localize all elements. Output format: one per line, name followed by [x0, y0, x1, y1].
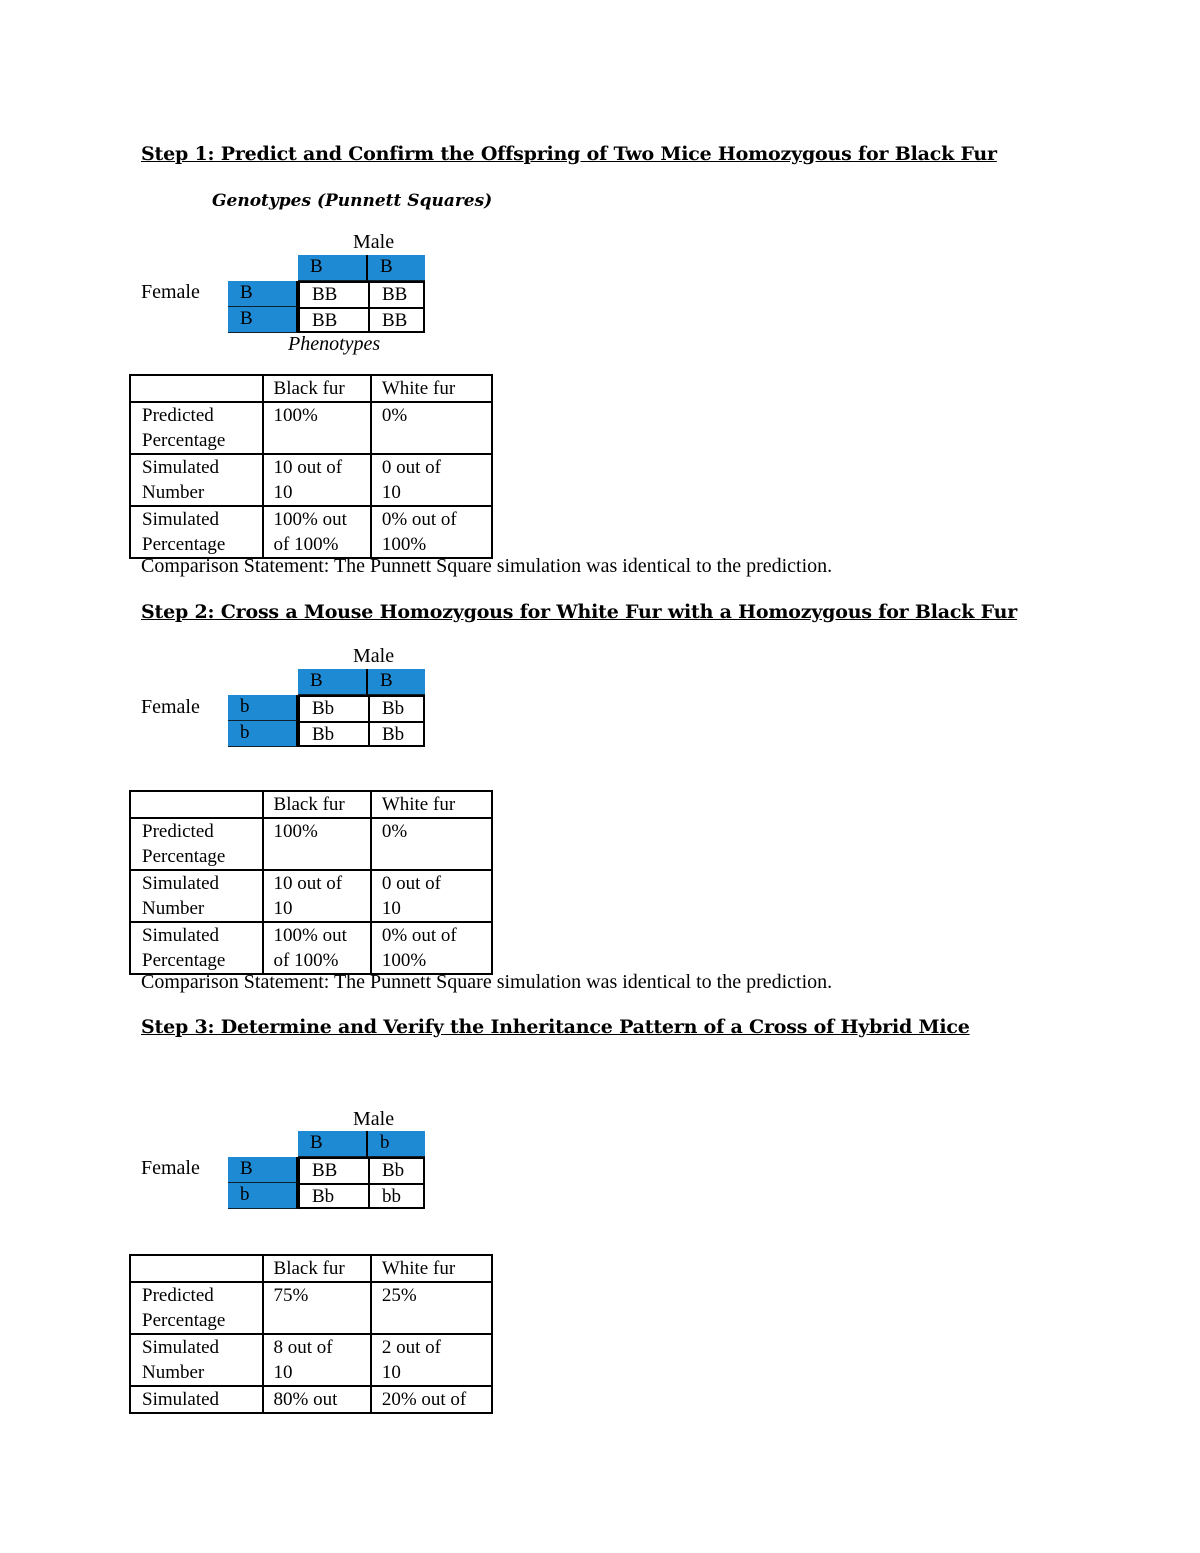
phenotype-table	[129, 374, 493, 559]
table-header-cell: White fur	[371, 1255, 492, 1282]
table-header-cell	[130, 375, 263, 402]
genotype-cell: BB	[368, 281, 425, 309]
genotype-cell: Bb	[298, 695, 370, 723]
table-header-cell: Black fur	[263, 375, 371, 402]
genotype-cell: Bb	[298, 721, 370, 747]
table-row	[130, 1386, 492, 1413]
step3-heading: Step 3: Determine and Verify the Inheritance Pattern of a Cross of Hybrid Mice	[141, 1016, 970, 1038]
table-cell: 100% out of 100%	[263, 922, 371, 974]
genotypes-heading: Genotypes (Punnett Squares)	[212, 191, 493, 211]
female-allele: b	[228, 695, 298, 721]
table-row	[130, 818, 492, 870]
male-label: Male	[353, 1108, 395, 1130]
comparison-statement: Comparison Statement: The Punnett Square simulation was identical to the prediction.	[141, 971, 833, 993]
table-cell: Predicted Percentage	[130, 1282, 263, 1334]
female-allele: B	[228, 281, 298, 307]
table-header-row	[130, 791, 492, 818]
step1-heading: Step 1: Predict and Confirm the Offspring of Two Mice Homozygous for Black Fur	[141, 143, 997, 165]
comparison-statement: Comparison Statement: The Punnett Square simulation was identical to the prediction.	[141, 555, 833, 577]
female-allele: b	[228, 721, 298, 747]
table-cell: 10 out of 10	[263, 870, 371, 922]
table-cell: 75%	[263, 1282, 371, 1334]
genotype-cell: BB	[298, 307, 370, 333]
table-cell: 2 out of 10	[371, 1334, 492, 1386]
step2-heading: Step 2: Cross a Mouse Homozygous for White Fur with a Homozygous for Black Fur	[141, 601, 1018, 623]
table-cell: Simulated Percentage	[130, 506, 263, 558]
table-cell: Predicted Percentage	[130, 818, 263, 870]
female-label: Female	[141, 281, 200, 303]
table-row	[130, 870, 492, 922]
genotype-cell: Bb	[368, 1157, 425, 1185]
genotype-cell: BB	[298, 281, 370, 309]
female-label: Female	[141, 1157, 200, 1179]
table-cell: Simulated Percentage	[130, 922, 263, 974]
table-cell: 0 out of 10	[371, 870, 492, 922]
table-cell: 80% out	[263, 1386, 371, 1413]
table-cell: 100%	[263, 818, 371, 870]
genotype-cell: BB	[298, 1157, 370, 1185]
table-row	[130, 454, 492, 506]
punnett-square	[228, 1131, 425, 1209]
table-header-row	[130, 375, 492, 402]
male-allele: B	[368, 669, 425, 695]
genotype-cell: Bb	[368, 695, 425, 723]
genotype-cell: bb	[368, 1183, 425, 1209]
male-allele: B	[298, 669, 368, 695]
table-row	[130, 506, 492, 558]
punnett-square	[228, 255, 425, 333]
table-row	[130, 1334, 492, 1386]
male-allele: B	[298, 1131, 368, 1157]
phenotype-table	[129, 1254, 493, 1414]
table-cell: Simulated Number	[130, 454, 263, 506]
male-allele: b	[368, 1131, 425, 1157]
table-header-cell: White fur	[371, 791, 492, 818]
table-cell: 0%	[371, 402, 492, 454]
table-header-cell: White fur	[371, 375, 492, 402]
table-cell: 0%	[371, 818, 492, 870]
table-cell: 0% out of 100%	[371, 922, 492, 974]
genotype-cell: Bb	[298, 1183, 370, 1209]
female-allele: B	[228, 1157, 298, 1183]
male-allele: B	[298, 255, 368, 281]
table-cell: 100% out of 100%	[263, 506, 371, 558]
table-cell: Predicted Percentage	[130, 402, 263, 454]
female-allele: B	[228, 307, 298, 333]
punnett-square	[228, 669, 425, 747]
table-cell: 20% out of	[371, 1386, 492, 1413]
female-allele: b	[228, 1183, 298, 1209]
genotype-cell: BB	[368, 307, 425, 333]
table-row	[130, 922, 492, 974]
genotype-cell: Bb	[368, 721, 425, 747]
table-cell: 0% out of 100%	[371, 506, 492, 558]
table-header-cell: Black fur	[263, 1255, 371, 1282]
male-allele: B	[368, 255, 425, 281]
male-label: Male	[353, 645, 395, 667]
phenotypes-heading: Phenotypes	[288, 333, 381, 355]
table-cell: 0 out of 10	[371, 454, 492, 506]
table-row	[130, 1282, 492, 1334]
table-cell: 100%	[263, 402, 371, 454]
female-label: Female	[141, 696, 200, 718]
table-cell: 10 out of 10	[263, 454, 371, 506]
table-header-cell	[130, 791, 263, 818]
table-cell: 8 out of 10	[263, 1334, 371, 1386]
table-header-cell: Black fur	[263, 791, 371, 818]
male-label: Male	[353, 231, 395, 253]
table-header-row	[130, 1255, 492, 1282]
phenotype-table	[129, 790, 493, 975]
table-cell: Simulated Number	[130, 870, 263, 922]
table-cell: Simulated	[130, 1386, 263, 1413]
table-cell: Simulated Number	[130, 1334, 263, 1386]
table-header-cell	[130, 1255, 263, 1282]
table-cell: 25%	[371, 1282, 492, 1334]
table-row	[130, 402, 492, 454]
